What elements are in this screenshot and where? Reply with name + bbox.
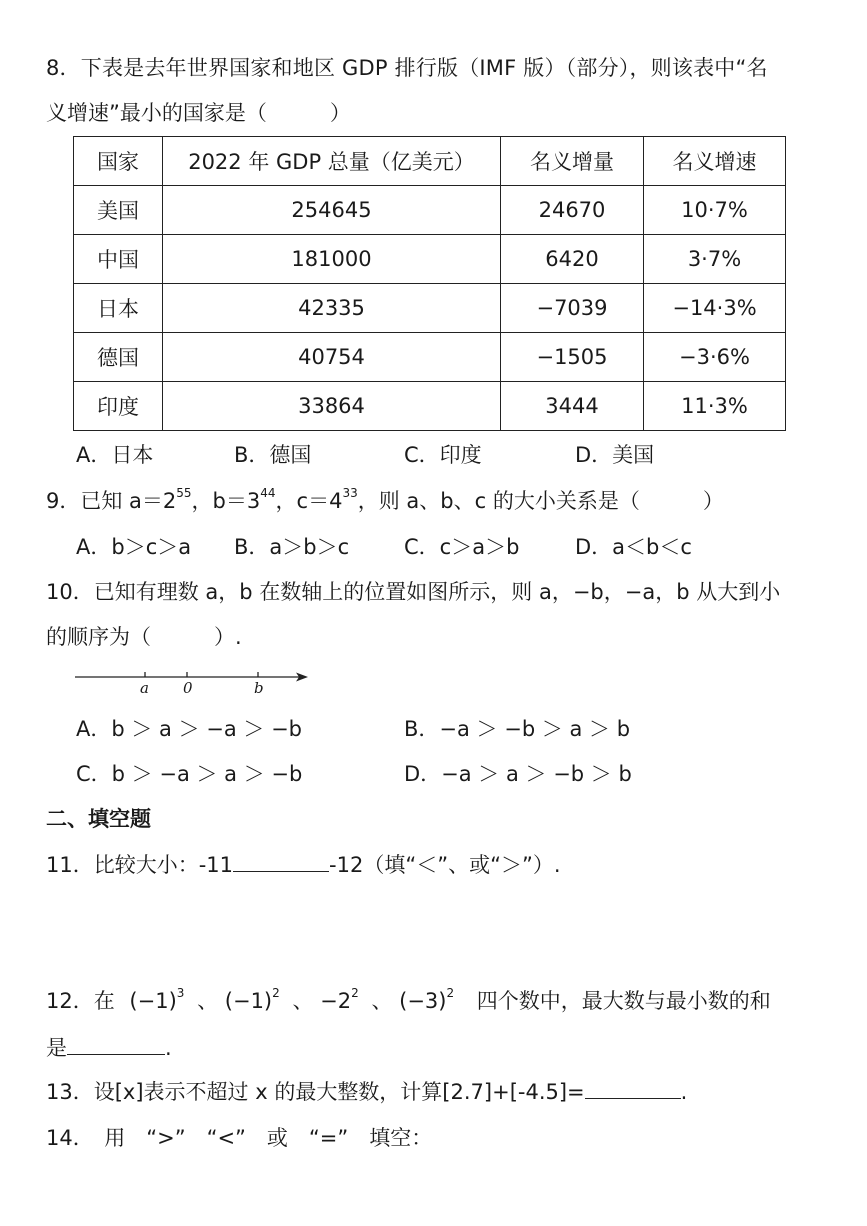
q9-option-a: A．b＞c＞a bbox=[76, 535, 192, 559]
table-header: 国家 bbox=[74, 137, 163, 186]
q8-stem-line1: 8．下表是去年世界国家和地区 GDP 排行版（IMF 版）（部分），则该表中“名 bbox=[46, 56, 768, 80]
table-cell: 181000 bbox=[163, 235, 501, 284]
q13-answer-blank[interactable] bbox=[585, 1081, 681, 1099]
table-row bbox=[74, 235, 786, 284]
section-title: 二、填空题 bbox=[46, 807, 151, 831]
table-cell: 42335 bbox=[163, 284, 501, 333]
q12-exp1: 3 bbox=[176, 986, 185, 1000]
q10-option-b: B．−a ＞ −b ＞ a ＞ b bbox=[404, 717, 631, 741]
q13-stem bbox=[46, 1080, 687, 1105]
q13-suffix: . bbox=[680, 1080, 688, 1104]
table-cell: 254645 bbox=[163, 186, 501, 235]
q14-stem: 14． 用 “>” “<” 或 “=” 填空： bbox=[46, 1126, 433, 1150]
table-cell: 中国 bbox=[74, 235, 163, 284]
q12-term1: (−1) bbox=[129, 989, 177, 1013]
q12-suffix: 四个数中，最大数与最小数的和 bbox=[476, 989, 771, 1013]
q12-sep: 、 bbox=[371, 989, 393, 1013]
table-row bbox=[74, 186, 786, 235]
q11-suffix: -12（填“＜”、或“＞”）. bbox=[329, 853, 561, 877]
q10-option-a: A．b ＞ a ＞ −a ＞ −b bbox=[76, 717, 303, 741]
table-cell: 6420 bbox=[501, 235, 644, 284]
q8-option-d: D．美国 bbox=[575, 443, 655, 467]
q12-term2: (−1) bbox=[224, 989, 273, 1013]
table-row bbox=[74, 284, 786, 333]
q8-option-c: C．印度 bbox=[404, 443, 482, 467]
q11-answer-blank[interactable] bbox=[233, 854, 329, 872]
q12-exp4: 2 bbox=[446, 986, 455, 1000]
q9-mid-c: ，c＝4 bbox=[275, 489, 343, 513]
q10-stem-line2: 的顺序为（ ）. bbox=[46, 625, 242, 649]
q12-exp2: 2 bbox=[272, 986, 280, 1000]
table-header-row bbox=[74, 137, 786, 186]
table-header: 名义增速 bbox=[644, 137, 786, 186]
table-cell: −14·3% bbox=[644, 284, 786, 333]
q10-option-c: C．b ＞ −a ＞ a ＞ −b bbox=[76, 762, 303, 786]
q9-prefix: 9．已知 a＝2 bbox=[46, 489, 177, 513]
q9-suffix: ，则 a、b、c 的大小关系是（ ） bbox=[357, 489, 724, 513]
axis-label-zero: 0 bbox=[183, 679, 193, 697]
table-cell: 3·7% bbox=[644, 235, 786, 284]
q8-option-a: A．日本 bbox=[76, 443, 154, 467]
q8-option-b: B．德国 bbox=[234, 443, 312, 467]
q9-option-b: B．a＞b＞c bbox=[234, 535, 350, 559]
table-cell: 24670 bbox=[501, 186, 644, 235]
q12-prefix: 12．在 bbox=[46, 989, 115, 1013]
q12-term3: −2 bbox=[320, 989, 352, 1013]
gdp-table bbox=[73, 136, 786, 431]
q10-stem-line1: 10．已知有理数 a，b 在数轴上的位置如图所示，则 a，−b，−a，b 从大到小 bbox=[46, 580, 781, 604]
q12-sep: 、 bbox=[197, 989, 219, 1013]
q9-mid-b: ，b＝3 bbox=[191, 489, 261, 513]
table-cell: 3444 bbox=[501, 382, 644, 431]
number-line-figure bbox=[70, 664, 320, 700]
q10-option-d: D．−a ＞ a ＞ −b ＞ b bbox=[404, 762, 632, 786]
q9-option-c: C．c＞a＞b bbox=[404, 535, 520, 559]
table-cell: 德国 bbox=[74, 333, 163, 382]
table-cell: −7039 bbox=[501, 284, 644, 333]
table-cell: 11·3% bbox=[644, 382, 786, 431]
q12-line2-suffix: . bbox=[165, 1036, 172, 1060]
q9-exp-c: 33 bbox=[342, 486, 358, 500]
table-cell: 日本 bbox=[74, 284, 163, 333]
q9-stem bbox=[46, 486, 724, 514]
q11-stem bbox=[46, 853, 561, 878]
q12-answer-blank[interactable] bbox=[67, 1037, 165, 1055]
table-cell: 印度 bbox=[74, 382, 163, 431]
axis-label-a: a bbox=[140, 679, 149, 697]
q9-exp-a: 55 bbox=[176, 486, 192, 500]
q9-option-d: D．a＜b＜c bbox=[575, 535, 692, 559]
q8-stem-line2: 义增速”最小的国家是（ ） bbox=[46, 101, 351, 125]
q12-stem bbox=[46, 986, 771, 1014]
axis-label-b: b bbox=[254, 679, 264, 697]
table-row bbox=[74, 333, 786, 382]
q12-exp3: 2 bbox=[351, 986, 359, 1000]
q9-exp-b: 44 bbox=[260, 486, 276, 500]
q12-line2-prefix: 是 bbox=[46, 1036, 67, 1060]
q12-sep: 、 bbox=[292, 989, 314, 1013]
table-cell: 美国 bbox=[74, 186, 163, 235]
table-cell: 40754 bbox=[163, 333, 501, 382]
table-cell: −1505 bbox=[501, 333, 644, 382]
q11-prefix: 11．比较大小：-11 bbox=[46, 853, 234, 877]
table-header: 名义增量 bbox=[501, 137, 644, 186]
table-row bbox=[74, 382, 786, 431]
q13-prefix: 13．设[x]表示不超过 x 的最大整数，计算[2.7]+[-4.5]= bbox=[46, 1080, 585, 1104]
q12-line2 bbox=[46, 1036, 172, 1061]
q12-term4: (−3) bbox=[399, 989, 447, 1013]
table-header: 2022 年 GDP 总量（亿美元） bbox=[163, 137, 501, 186]
table-cell: −3·6% bbox=[644, 333, 786, 382]
table-cell: 33864 bbox=[163, 382, 501, 431]
table-cell: 10·7% bbox=[644, 186, 786, 235]
